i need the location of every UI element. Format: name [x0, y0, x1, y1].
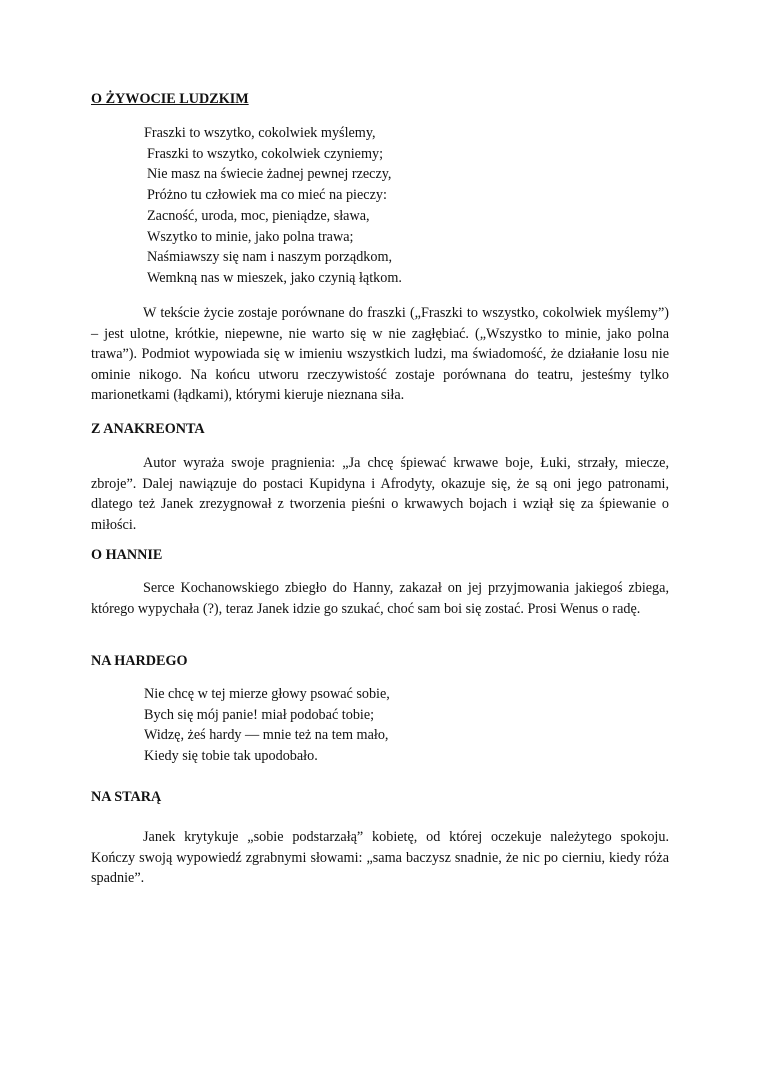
poem-o-zywocie-ludzkim	[144, 123, 402, 289]
section-heading-na-stara: NA STARĄ	[91, 789, 162, 805]
section-heading-o-zywocie-ludzkim: O ŻYWOCIE LUDZKIM	[91, 91, 249, 107]
verse-line: Fraszki to wszytko, cokolwiek czyniemy;	[147, 145, 384, 162]
section-heading-o-hannie: O HANNIE	[91, 547, 163, 563]
paragraph-o-zywocie-ludzkim: W tekście życie zostaje porównane do fraszki („Fraszki to wszystko, cokolwiek myślemy”) – jest ulotne, krótkie, niepewne, nie warto się w nie zagłębiać. („Wszystko to minie, jako polna trawa”). Podmiot wypowiada się w imieniu wszystkich ludzi, ma świadomość, że działanie losu nie ominie nikogo. Na końcu utworu rzeczywistość zostaje porównana do teatru, jesteśmy tylko marionetkami (łądkami), którymi kieruje nieznana siła.	[91, 305, 669, 404]
verse-line: Naśmiawszy się nam i naszym porządkom,	[147, 249, 393, 266]
paragraph-na-stara: Janek krytykuje „sobie podstarzałą” kobietę, od której oczekuje należytego spokoju. Kończy swoją wypowiedź zgrabnymi słowami: „sama baczysz snadnie, że nic po cierniu, kiedy róża spadnie”.	[91, 829, 669, 887]
verse-line: Nie masz na świecie żadnej pewnej rzeczy,	[147, 166, 392, 183]
paragraph-o-hannie: Serce Kochanowskiego zbiegło do Hanny, zakazał on jej przyjmowania jakiegoś zbiega, którego wypychała (?), teraz Janek idzie go szukać, choć sam boi się zostać. Prosi Wenus o radę.	[91, 580, 669, 617]
section-heading-na-hardego: NA HARDEGO	[91, 653, 188, 669]
verse-line: Zacność, uroda, moc, pieniądze, sława,	[147, 207, 370, 224]
paragraph-z-anakreonta: Autor wyraża swoje pragnienia: „Ja chcę śpiewać krwawe boje, Łuki, strzały, miecze, zbroje”. Dalej nawiązuje do postaci Kupidyna i Afrodyty, okazuje się, że są oni jego patronami, dlatego też Janek zrezygnował z tworzenia pieśni o krwawych bojach i wziął się za śpiewanie o miłości.	[91, 455, 669, 533]
verse-line: Fraszki to wszytko, cokolwiek myślemy,	[144, 125, 376, 141]
poem-na-hardego	[144, 684, 390, 767]
verse-line: Próżno tu człowiek ma co mieć na pieczy:	[147, 187, 387, 204]
verse-line: Wszytko to minie, jako polna trawa;	[147, 228, 354, 245]
verse-line: Kiedy się tobie tak upodobało.	[144, 748, 318, 765]
verse-line: Nie chcę w tej mierze głowy psować sobie,	[144, 686, 390, 702]
section-heading-z-anakreonta: Z ANAKREONTA	[91, 421, 205, 437]
verse-line: Widzę, żeś hardy — mnie też na tem mało,	[144, 727, 389, 744]
verse-line: Bych się mój panie! miał podobać tobie;	[144, 706, 375, 723]
verse-line: Wemkną nas w mieszek, jako czynią łątkom.	[147, 269, 402, 286]
